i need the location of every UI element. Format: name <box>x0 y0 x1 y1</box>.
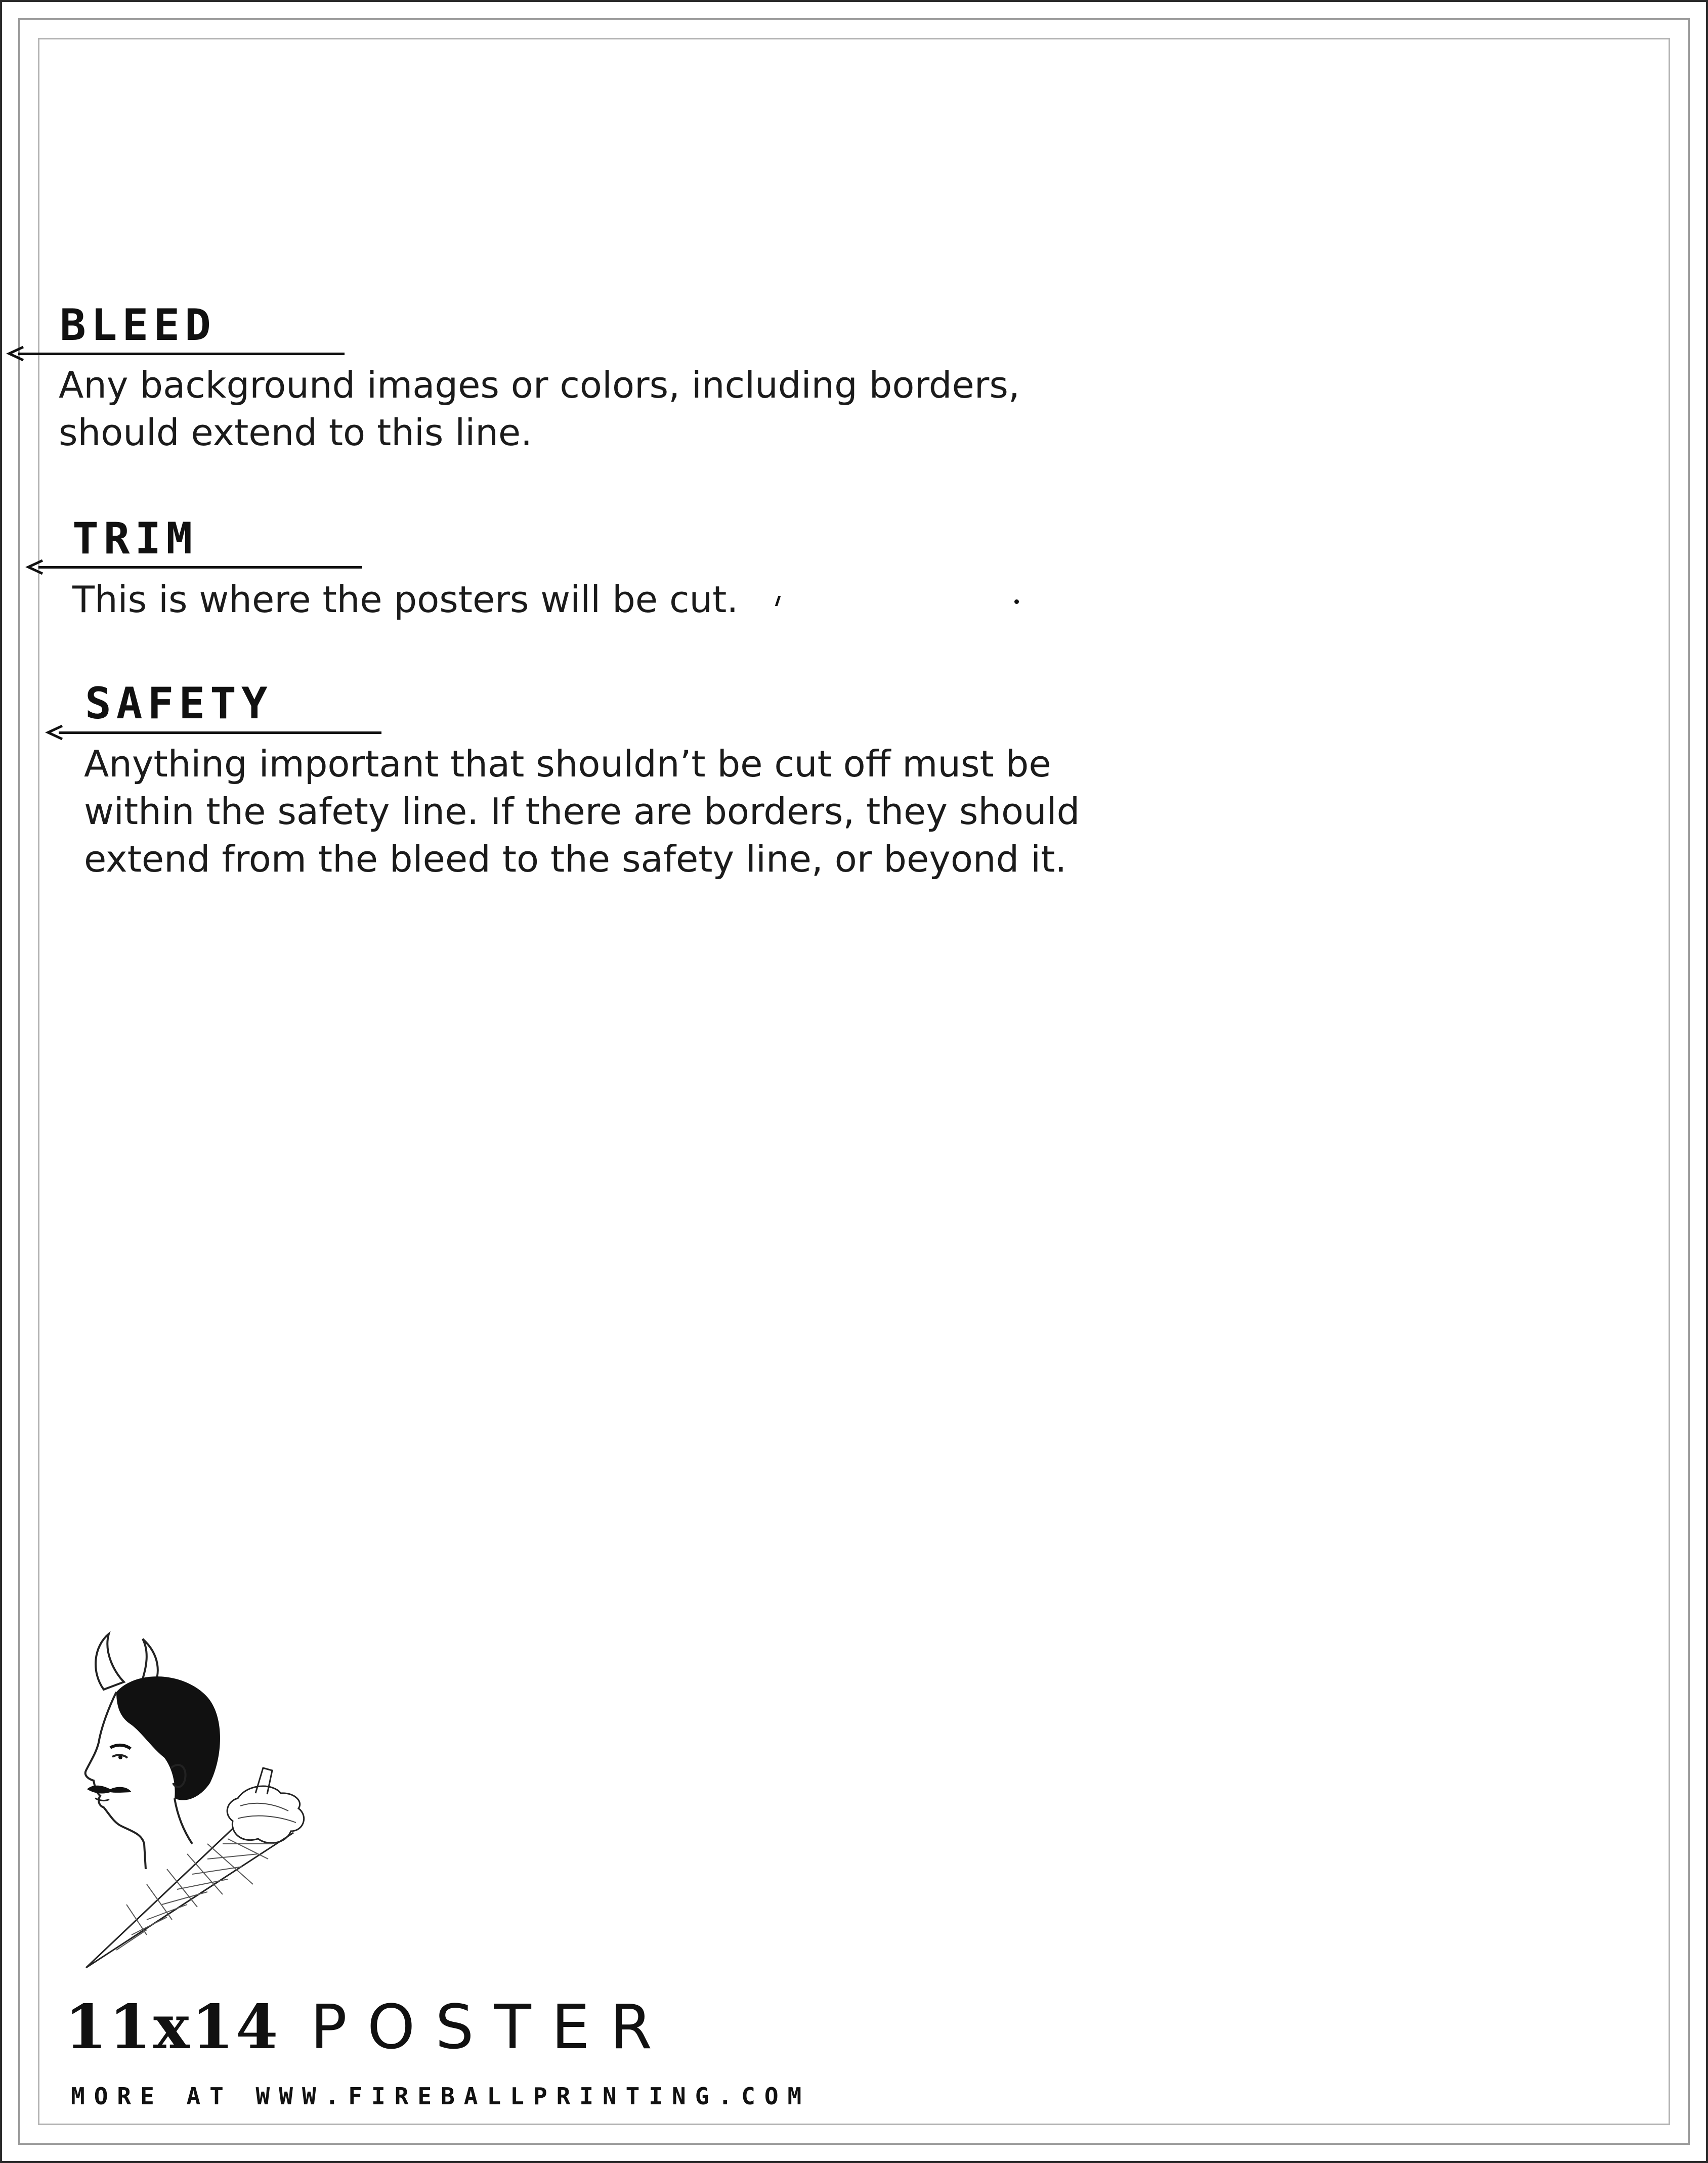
trim-description: This is where the posters will be cut. <box>72 578 739 621</box>
arrow-left-icon <box>45 723 65 743</box>
devil-ice-cream-icon <box>56 1631 319 1975</box>
trim-rule <box>38 566 362 569</box>
stray-dot-mark <box>1014 599 1019 604</box>
arrow-left-icon <box>6 344 26 364</box>
bleed-rule <box>18 353 345 355</box>
safety-heading: SAFETY <box>85 678 273 729</box>
bleed-heading: BLEED <box>60 300 216 351</box>
footer-website-link[interactable]: MORE AT WWW.FIREBALLPRINTING.COM <box>71 2083 811 2110</box>
safety-rule <box>59 731 381 734</box>
trim-heading: TRIM <box>72 513 198 564</box>
poster-label: POSTER <box>310 1993 673 2063</box>
safety-description: Anything important that shouldn’t be cut off must be within the safety line. If there are borders, they should extend from the bleed to the safety line, or beyond it. <box>84 743 1080 880</box>
arrow-left-icon <box>25 557 46 578</box>
bleed-description: Any background images or colors, including borders, should extend to this line. <box>59 364 1020 454</box>
poster-size: 11x14 <box>65 1992 280 2063</box>
poster-title <box>65 1992 673 2063</box>
